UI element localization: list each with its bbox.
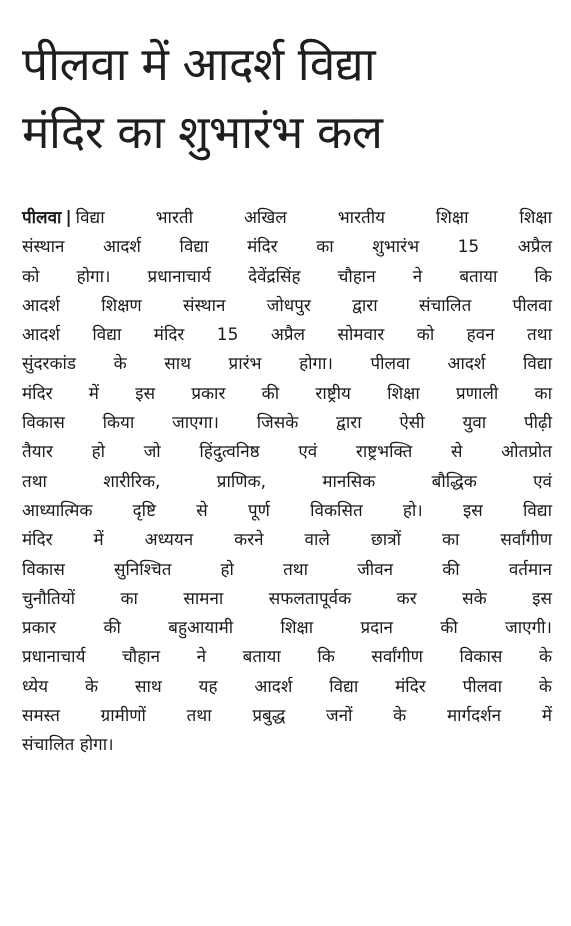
- dateline-separator: |: [65, 208, 72, 228]
- article-body: [22, 204, 552, 761]
- dateline: पीलवा: [22, 208, 62, 228]
- article-line-7: मंदिर में इस प्रकार की राष्ट्रीय शिक्षा प्रणाली का: [22, 383, 552, 404]
- article-line-12: मंदिर में अध्ययन करने वाले छात्रों का सर्वांगीण: [22, 530, 552, 551]
- article-line-14: चुनौतियों का सामना सफलतापूर्वक कर सके इस: [22, 588, 552, 609]
- article-line-16: प्रधानाचार्य चौहान ने बताया कि सर्वांगीण विकास के: [22, 647, 552, 668]
- article-line-13: विकास सुनिश्चित हो तथा जीवन की वर्तमान: [22, 559, 552, 580]
- article-line-5: आदर्श विद्या मंदिर 15 अप्रैल सोमवार को हवन तथा: [22, 325, 552, 346]
- article-line-1: [22, 204, 552, 233]
- article-line-1-text: विद्या भारती अखिल भारतीय शिक्षा शिक्षा: [75, 208, 552, 228]
- article-line-17: ध्येय के साथ यह आदर्श विद्या मंदिर पीलवा के: [22, 676, 552, 697]
- headline-line-1: पीलवा में आदर्श विद्या: [22, 37, 376, 91]
- article-line-18: समस्त ग्रामीणों तथा प्रबुद्ध जनों के मार्गदर्शन में: [22, 706, 552, 727]
- article-line-9: तैयार हो जो हिंदुत्वनिष्ठ एवं राष्ट्रभक्ति से ओतप्रोत: [22, 442, 552, 463]
- article-line-19: संचालित होगा।: [22, 735, 114, 756]
- headline-line-2: मंदिर का शुभारंभ कल: [22, 105, 383, 159]
- article-line-8: विकास किया जाएगा। जिसके द्वारा ऐसी युवा पीढ़ी: [22, 413, 552, 434]
- article-line-2: संस्थान आदर्श विद्या मंदिर का शुभारंभ 15 अप्रैल: [22, 237, 552, 258]
- article-line-10: तथा शारीरिक, प्राणिक, मानसिक बौद्धिक एवं: [22, 471, 552, 492]
- article-line-3: को होगा। प्रधानाचार्य देवेंद्रसिंह चौहान ने बताया कि: [22, 266, 552, 287]
- article-line-6: सुंदरकांड के साथ प्रारंभ होगा। पीलवा आदर्श विद्या: [22, 354, 552, 375]
- article-line-15: प्रकार की बहुआयामी शिक्षा प्रदान की जाएगी।: [22, 618, 552, 639]
- headline: [22, 30, 552, 166]
- article-line-11: आध्यात्मिक दृष्टि से पूर्ण विकसित हो। इस विद्या: [22, 500, 552, 521]
- article-line-4: आदर्श शिक्षण संस्थान जोधपुर द्वारा संचालित पीलवा: [22, 295, 552, 316]
